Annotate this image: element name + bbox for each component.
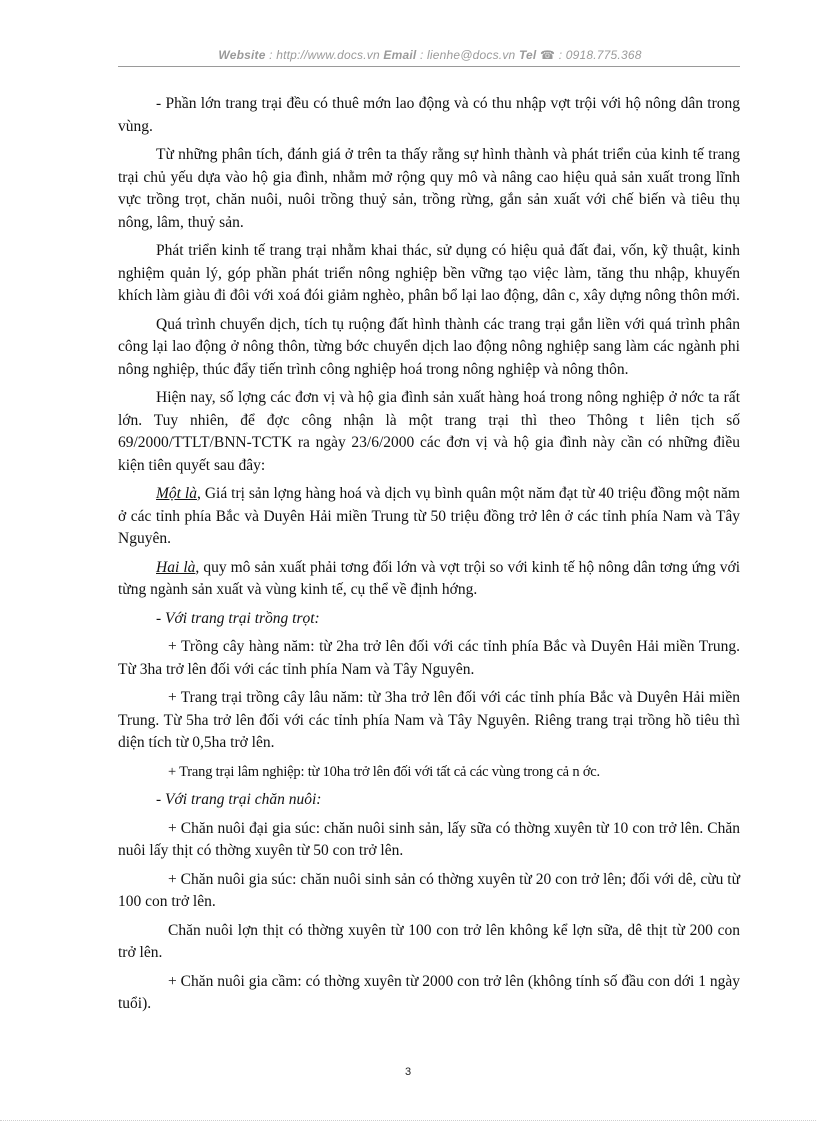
paragraph-1: - Phần lớn trang trại đều có thuê mớn lao động và có thu nhập vợt trội với hộ nông dân trong vùng. [118, 95, 740, 135]
page-header [120, 48, 740, 62]
paragraph-11: + Chăn nuôi đại gia súc: chăn nuôi sinh sản, lấy sữa có thờng xuyên từ 10 con trở lên. Chăn nuôi lấy thịt có thờng xuyên từ 50 con trở lên. [118, 819, 740, 859]
paragraph-8: + Trồng cây hàng năm: từ 2ha trở lên đối với các tỉnh phía Bắc và Duyên Hải miền Trung. Từ 3ha trở lên đối với các tỉnh phía Nam và Tây Nguyên. [118, 638, 740, 678]
paragraph-9: + Trang trại trồng cây lâu năm: từ 3ha trở lên đối với các tỉnh phía Bắc và Duyên Hải miền Trung. Từ 5ha trở lên đối với các tỉnh phía Nam và Tây Nguyên. Riêng trang trại trồng hồ tiêu thì diện tích từ 0,5ha trở lên. [118, 689, 740, 751]
section-heading-livestock: - Với trang trại chăn nuôi: [156, 791, 322, 808]
paragraph-3: Phát triển kinh tế trang trại nhằm khai thác, sử dụng có hiệu quả đất đai, vốn, kỹ thuật, kinh nghiệm quản lý, góp phần phát triển nông nghiệp bền vững tạo việc làm, tăng thu nhập, khuyến khích làm giàu đi đôi với xoá đói giảm nghèo, phân bổ lại lao động, dân c, xây dựng nông thôn mới. [118, 242, 740, 304]
header-tel-label: Tel [518, 48, 537, 62]
header-email-label: Email [383, 48, 417, 62]
paragraph-4: Quá trình chuyển dịch, tích tụ ruộng đất hình thành các trang trại gắn liền với quá trình phân công lại lao động ở nông thôn, từng bớc chuyển dịch lao động nông nghiệp sang làm các ngành phi nông nghiệp, thúc đẩy tiến trình công nghiệp hoá trong nông nghiệp và nông thôn. [118, 315, 740, 378]
paragraph-13: Chăn nuôi lợn thịt có thờng xuyên từ 100 con trở lên không kể lợn sữa, dê thịt từ 200 con trở lên. [118, 921, 740, 961]
paragraph-14: + Chăn nuôi gia cầm: có thờng xuyên từ 2000 con trở lên (không tính số đầu con dới 1 ngày tuổi). [118, 972, 740, 1012]
paragraph-2: Từ những phân tích, đánh giá ở trên ta thấy rằng sự hình thành và phát triển của kinh tế trang trại chủ yếu dựa vào hộ gia đình, nhằm mở rộng quy mô và nâng cao hiệu quả sản xuất trong lĩnh vực trồng trọt, chăn nuôi, nuôi trồng thuỷ sản, trồng rừng, gắn sản xuất với chế biến và tiêu thụ nông, lâm, thuỷ sản. [118, 146, 740, 231]
header-email-value: : lienhe@docs.vn [419, 48, 516, 62]
paragraph-5: Hiện nay, số lợng các đơn vị và hộ gia đình sản xuất hàng hoá trong nông nghiệp ở nớc ta rất lớn. Tuy nhiên, để đợc công nhận là một trang trại thì theo Thông t liên tịch số 69/2000/TTLT/BNN-TCTK ra ngày 23/6/2000 các đơn vị và hộ gia đình này cần có những điều kiện tiên quyết sau đây: [118, 389, 740, 474]
paragraph-7-text: , quy mô sản xuất phải tơng đối lớn và vợt trội so với kinh tế hộ nông dân tơng ứng với từng ngành sản xuất và vùng kinh tế, cụ thể về định hớng. [118, 558, 740, 598]
paragraph-10: + Trang trại lâm nghiệp: từ 10ha trở lên đối với tất cả các vùng trong cả n ớc. [168, 763, 600, 780]
header-website-value: : http://www.docs.vn [269, 48, 380, 62]
header-tel-value: ☎ : 0918.775.368 [540, 48, 642, 62]
paragraph-12: + Chăn nuôi gia súc: chăn nuôi sinh sản có thờng xuyên từ 20 con trở lên; đối với dê, cừu từ 100 con trở lên. [118, 870, 740, 910]
bottom-divider [0, 1120, 816, 1121]
page-number: 3 [404, 1066, 412, 1078]
paragraph-6 [118, 483, 740, 551]
document-body [118, 93, 740, 1022]
header-divider [118, 66, 740, 67]
header-website-label: Website [218, 48, 266, 62]
paragraph-6-text: , Giá trị sản lợng hàng hoá và dịch vụ bình quân một năm đạt từ 40 triệu đồng một năm ở các tỉnh phía Bắc và Duyên Hải miền Trung từ 50 triệu đồng trở lên ở các tỉnh phía Nam và Tây Nguyên. [118, 485, 740, 547]
paragraph-7-lead: Hai là [156, 558, 196, 576]
paragraph-6-lead: Một là [156, 485, 197, 502]
section-heading-crops: - Với trang trại trồng trọt: [156, 609, 320, 627]
paragraph-7 [118, 557, 740, 602]
